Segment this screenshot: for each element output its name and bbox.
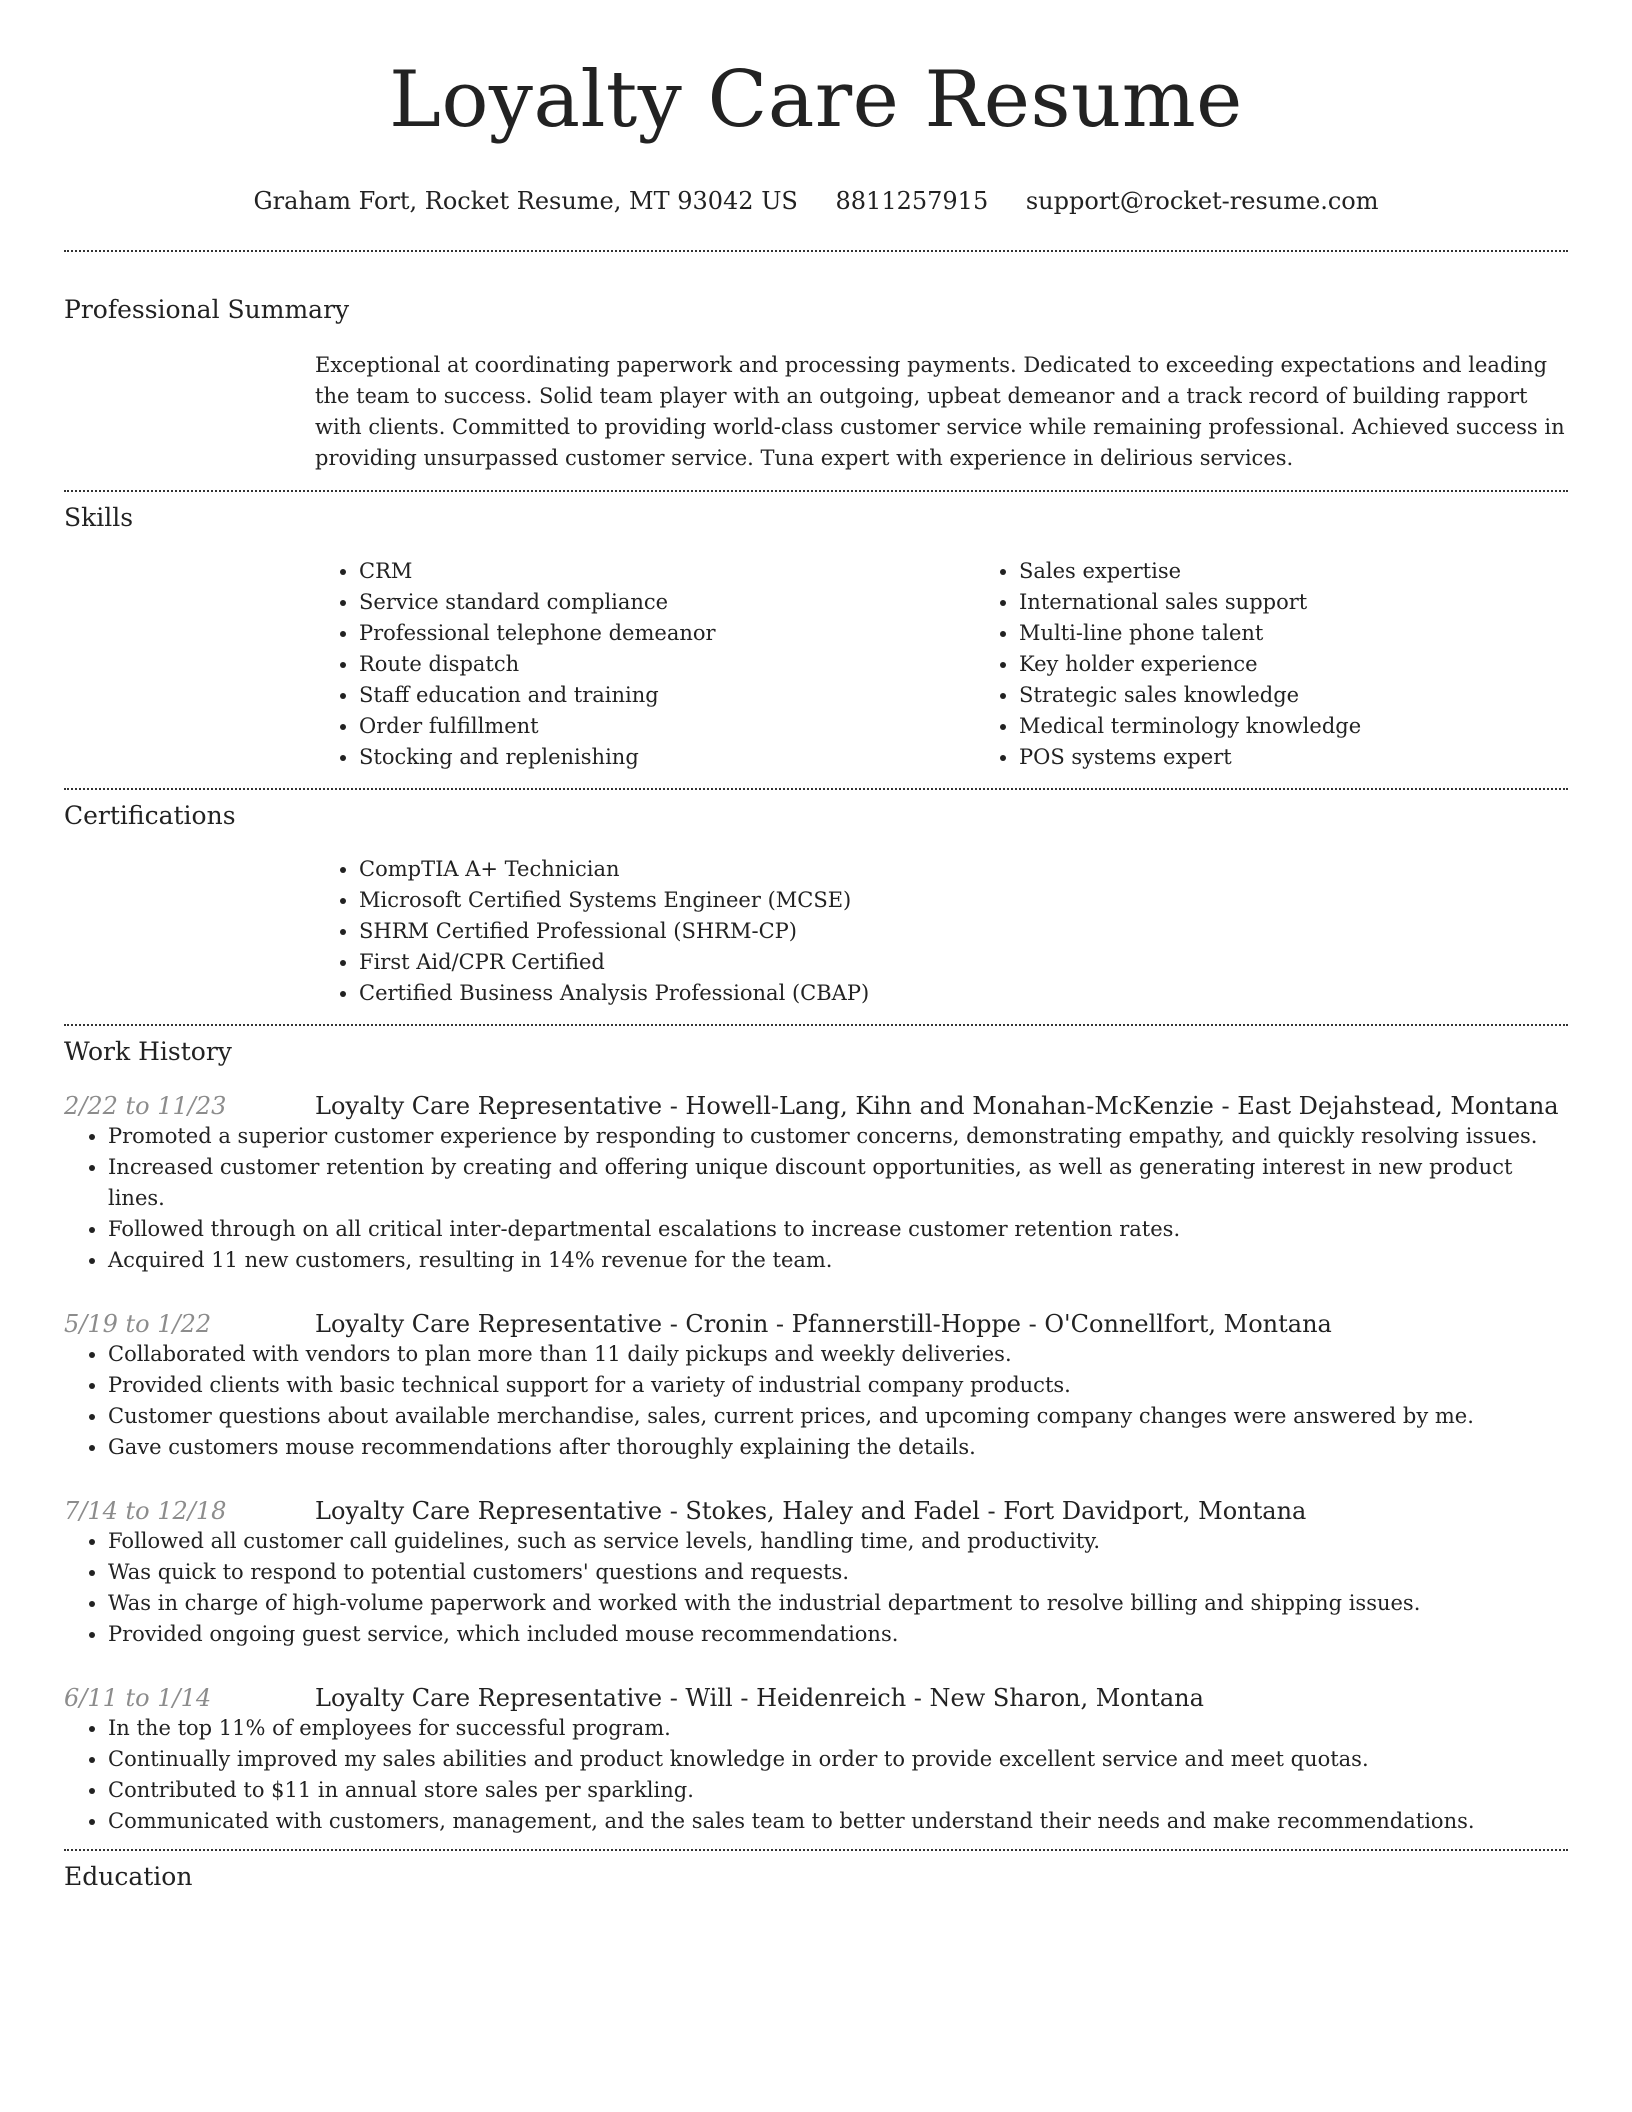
job-title: Loyalty Care Representative - Stokes, Haley and Fadel - Fort Davidport, Montana	[315, 1497, 1307, 1525]
certifications-list	[315, 854, 1568, 1009]
job-bullet: • In the top 11% of employees for successful program.	[108, 1713, 1568, 1744]
skill-item: • Key holder experience	[1019, 649, 1632, 680]
job-bullets	[64, 1526, 1568, 1650]
job-bullet: • Acquired 11 new customers, resulting in 14% revenue for the team.	[108, 1245, 1568, 1276]
resume-header	[64, 0, 1568, 216]
summary-text: Exceptional at coordinating paperwork and processing payments. Dedicated to exceeding expectations and leading the team to success. Solid team player with an outgoing, upbeat demeanor and a track record of building rapport with clients. Committed to providing world-class customer service while remaining professional. Achieved success in providing unsurpassed customer service. Tuna expert with experience in delirious services.	[315, 353, 1565, 470]
contact-phone: 8811257915	[835, 187, 989, 215]
job-bullet: • Communicated with customers, management, and the sales team to better understand their needs and make recommendations.	[108, 1806, 1568, 1837]
resume-title: Loyalty Care Resume	[389, 55, 1243, 145]
skills-list	[315, 556, 1568, 773]
job-bullets	[64, 1713, 1568, 1837]
skill-item: • POS systems expert	[1019, 742, 1632, 773]
job-header	[64, 1683, 1568, 1713]
skill-item: • Sales expertise	[1019, 556, 1632, 587]
skill-item: • International sales support	[1019, 587, 1632, 618]
job-bullet: • Collaborated with vendors to plan more than 11 daily pickups and weekly deliveries.	[108, 1339, 1568, 1370]
section-title-skills: Skills	[64, 503, 134, 532]
job-entry	[64, 1683, 1568, 1837]
section-certifications	[64, 790, 1568, 1024]
job-header	[64, 1091, 1568, 1121]
skill-item: • Medical terminology knowledge	[1019, 711, 1632, 742]
job-entry	[64, 1091, 1568, 1276]
job-dates: 5/19 to 1/22	[64, 1310, 212, 1338]
job-bullet: • Provided clients with basic technical support for a variety of industrial company products.	[108, 1370, 1568, 1401]
skill-item: • Professional telephone demeanor	[359, 618, 975, 649]
job-header	[64, 1496, 1568, 1526]
job-bullet: • Followed all customer call guidelines, such as service levels, handling time, and productivity.	[108, 1526, 1568, 1557]
skill-item: • Strategic sales knowledge	[1019, 680, 1632, 711]
job-bullet: • Increased customer retention by creating and offering unique discount opportunities, as well as generating interest in new product lines.	[108, 1152, 1568, 1214]
skill-item: • Staff education and training	[359, 680, 975, 711]
job-dates: 7/14 to 12/18	[64, 1497, 227, 1525]
skill-item: • Route dispatch	[359, 649, 975, 680]
job-dates: 6/11 to 1/14	[64, 1684, 212, 1712]
job-bullet: • Continually improved my sales abilities and product knowledge in order to provide excellent service and meet quotas.	[108, 1744, 1568, 1775]
skills-column-right	[975, 556, 1632, 773]
job-bullet: • Gave customers mouse recommendations after thoroughly explaining the details.	[108, 1432, 1568, 1463]
skill-item: • Multi-line phone talent	[1019, 618, 1632, 649]
job-header	[64, 1309, 1568, 1339]
job-bullet: • Provided ongoing guest service, which included mouse recommendations.	[108, 1619, 1568, 1650]
job-title: Loyalty Care Representative - Will - Heidenreich - New Sharon, Montana	[315, 1684, 1204, 1712]
section-work-history	[64, 1026, 1568, 1849]
skill-item: • Stocking and replenishing	[359, 742, 975, 773]
job-title: Loyalty Care Representative - Cronin - Pfannerstill-Hoppe - O'Connellfort, Montana	[315, 1310, 1332, 1338]
section-title-work-history: Work History	[64, 1037, 232, 1066]
summary-body	[315, 350, 1568, 474]
certification-item: • CompTIA A+ Technician	[359, 854, 1568, 885]
job-bullet: • Customer questions about available merchandise, sales, current prices, and upcoming company changes were answered by me.	[108, 1401, 1568, 1432]
section-skills	[64, 492, 1568, 788]
job-entry	[64, 1496, 1568, 1650]
certification-item: • Microsoft Certified Systems Engineer (MCSE)	[359, 885, 1568, 916]
skill-item: • Order fulfillment	[359, 711, 975, 742]
skills-column-left	[315, 556, 975, 773]
job-bullets	[64, 1121, 1568, 1276]
job-dates: 2/22 to 11/23	[64, 1092, 227, 1120]
contact-address: Graham Fort, Rocket Resume, MT 93042 US	[253, 187, 798, 215]
job-bullet: • Followed through on all critical inter-departmental escalations to increase customer retention rates.	[108, 1214, 1568, 1245]
section-title-summary: Professional Summary	[64, 295, 350, 324]
job-entry	[64, 1309, 1568, 1463]
contact-line	[64, 186, 1568, 216]
skill-item: • CRM	[359, 556, 975, 587]
job-bullets	[64, 1339, 1568, 1463]
certification-item: • SHRM Certified Professional (SHRM-CP)	[359, 916, 1568, 947]
certification-item: • Certified Business Analysis Professional (CBAP)	[359, 978, 1568, 1009]
section-title-certifications: Certifications	[64, 801, 236, 830]
certifications-bullets	[315, 854, 1568, 1009]
job-bullet: • Was in charge of high-volume paperwork and worked with the industrial department to resolve billing and shipping issues.	[108, 1588, 1568, 1619]
job-bullet: • Promoted a superior customer experience by responding to customer concerns, demonstrating empathy, and quickly resolving issues.	[108, 1121, 1568, 1152]
job-bullet: • Was quick to respond to potential customers' questions and requests.	[108, 1557, 1568, 1588]
job-bullet: • Contributed to $11 in annual store sales per sparkling.	[108, 1775, 1568, 1806]
section-education	[64, 1851, 1568, 1893]
section-title-education: Education	[64, 1862, 193, 1891]
certification-item: • First Aid/CPR Certified	[359, 947, 1568, 978]
job-title: Loyalty Care Representative - Howell-Lang, Kihn and Monahan-McKenzie - East Dejahstead, Montana	[315, 1092, 1559, 1120]
section-summary	[64, 252, 1568, 490]
contact-email: support@rocket-resume.com	[1025, 187, 1379, 215]
skill-item: • Service standard compliance	[359, 587, 975, 618]
